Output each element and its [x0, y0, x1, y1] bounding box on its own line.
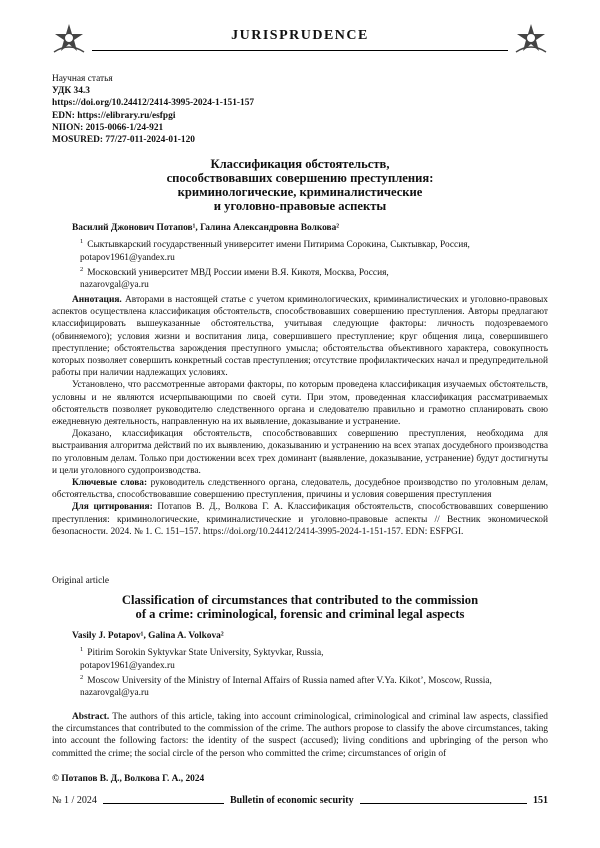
affiliation-number: 1	[80, 238, 84, 246]
title-line: криминологические, криминалистические	[177, 185, 423, 199]
article-type-en: Original article	[52, 576, 110, 586]
authors-ru	[72, 222, 548, 291]
abstract-paragraph	[52, 294, 548, 379]
udk: УДК 34.3	[52, 86, 90, 97]
affiliation-text: Московский университет МВД России имени В.Я. Кикотя, Москва, Россия,	[87, 267, 389, 278]
title-line: и уголовно-правовые аспекты	[213, 199, 387, 213]
abstract-paragraph	[52, 711, 548, 760]
niion: NIION: 2015-0066-1/24-921	[52, 122, 164, 133]
issue-number: № 1 / 2024	[46, 795, 103, 806]
citation-label: Для цитирования:	[72, 502, 153, 513]
title-line: способствовавших совершению преступления:	[166, 171, 434, 185]
article-type: Научная статья	[52, 74, 113, 84]
abstract-label: Abstract.	[72, 712, 110, 722]
doi-link[interactable]: https://doi.org/10.24412/2414-3995-2024-1-151-157	[52, 98, 255, 109]
abstract-en	[52, 711, 548, 760]
mosured: MOSURED: 77/27-011-2024-01-120	[52, 135, 195, 146]
abstract-label: Аннотация.	[72, 295, 122, 305]
affiliation-email[interactable]: potapov1961@yandex.ru	[80, 660, 175, 671]
keywords-label: Ключевые слова:	[72, 478, 148, 489]
header-rule	[92, 50, 508, 51]
affiliation-text: Moscow University of the Ministry of Internal Affairs of Russia named after V.Ya. Kikot’, Moscow, Russia,	[87, 675, 492, 686]
title-line: of a crime: criminological, forensic and criminal legal aspects	[135, 607, 465, 621]
title-line: Классификация обстоятельств,	[210, 157, 390, 171]
author-names: Василий Джонович Потапов¹, Галина Александровна Волкова²	[72, 223, 340, 233]
citation-text: Потапов В. Д., Волкова Г. А. Классификация обстоятельств, способствовавших совершению преступления: криминологические, криминалистические и уголовно-правовые аспекты // Вестник экономической безопасности. 2024. № 1. С. 151–157. https://doi.org/10.24412/2414-3995-2024-1-151-157. EDN: ESFPGI.	[52, 502, 549, 537]
citation	[52, 501, 548, 538]
police-emblem-icon	[514, 22, 548, 56]
page-number: 151	[527, 795, 554, 806]
journal-header	[52, 22, 548, 58]
keywords	[52, 477, 548, 501]
keywords-text: руководитель следственного органа, следователь, досудебное производство по уголовным делам, обстоятельства, способствовавшие совершению преступления, причины и условия совершения преступления	[52, 478, 548, 501]
page-footer	[52, 795, 548, 811]
affiliation-2	[72, 264, 548, 279]
abstract-paragraph: Доказано, классификация обстоятельств, способствовавших совершению преступления, необходима для выстраивания алгоритма действий по их выявлению, доказыванию и устранению на всех этапах досудебного производства по уголовным делам. Только при достижении всех трех доминант (выявление, доказывание, устранение) будут достигнуты и цели уголовного судопроизводства.	[52, 429, 548, 476]
edn-link[interactable]: EDN: https://elibrary.ru/esfpgi	[52, 110, 176, 121]
abstract-text: Авторами в настоящей статье с учетом криминологических, криминалистических и уголовно-правовых аспектов осуществлена классификация обстоятельств, способствовавших совершению преступления. Авторы предлагают классифицировать вышеуказанные обстоятельства, учитывая следующие факторы: личность подозреваемого (обвиняемого); условия жизни и воспитания лица, совершившего преступление; круг общения лица, совершившего преступление; обстоятельства зарождения преступного умысла; обстоятельства объективного характера, совокупность которых позволяет совершить конкретный состав преступления; отсутствие профилактических начал и предупредительной работы при наличии надлежащих условиях.	[52, 295, 548, 379]
affiliation-2	[72, 672, 548, 687]
affiliation-number: 2	[80, 673, 84, 681]
journal-name: Bulletin of economic security	[224, 795, 360, 806]
affiliation-email[interactable]: nazarovgal@ya.ru	[80, 688, 149, 699]
article-metadata	[52, 73, 548, 146]
author-names: Vasily J. Potapov¹, Galina A. Volkova²	[72, 631, 224, 641]
affiliation-number: 2	[80, 265, 84, 273]
article-title-ru	[52, 157, 548, 213]
affiliation-email[interactable]: nazarovgal@ya.ru	[80, 280, 149, 291]
affiliation-text: Сыктывкарский государственный университет имени Питирима Сорокина, Сыктывкар, Россия,	[87, 240, 470, 251]
affiliation-1	[72, 644, 548, 659]
affiliation-number: 1	[80, 646, 84, 654]
abstract-ru	[52, 294, 548, 538]
affiliation-email[interactable]: potapov1961@yandex.ru	[80, 252, 175, 263]
abstract-text: The authors of this article, taking into account criminological, criminological and criminal law aspects, classified the circumstances that contributed to the commission of the crime. The authors propose to classify the above circumstances, taking into account the following factors: the identity of the suspect (accused); living conditions and upbringing of the person who committed the crime; the social circle of the person who committed the crime; circumstances of origin of	[52, 712, 548, 759]
affiliation-text: Pitirim Sorokin Syktyvkar State University, Syktyvkar, Russia,	[87, 648, 324, 659]
affiliation-1	[72, 236, 548, 251]
copyright: © Потапов В. Д., Волкова Г. А., 2024	[52, 774, 205, 784]
title-line: Classification of circumstances that contributed to the commission	[121, 593, 479, 607]
authors-en	[72, 630, 548, 699]
journal-section-title	[52, 28, 548, 44]
abstract-paragraph: Установлено, что рассмотренные авторами факторы, по которым проведена классификация изучаемых обстоятельств, условны и не являются исчерпывающими по своей сути. При этом, проведенная классификация рассматриваемых обстоятельств позволяет руководителю следственного органа и следователю правильно и грамотно спланировать свою ежедневную деятельность, направленную на их выявление, доказывание и устранение.	[52, 380, 548, 428]
journal-section-label: JURISPRUDENCE	[223, 28, 377, 43]
article-title-en	[52, 593, 548, 621]
